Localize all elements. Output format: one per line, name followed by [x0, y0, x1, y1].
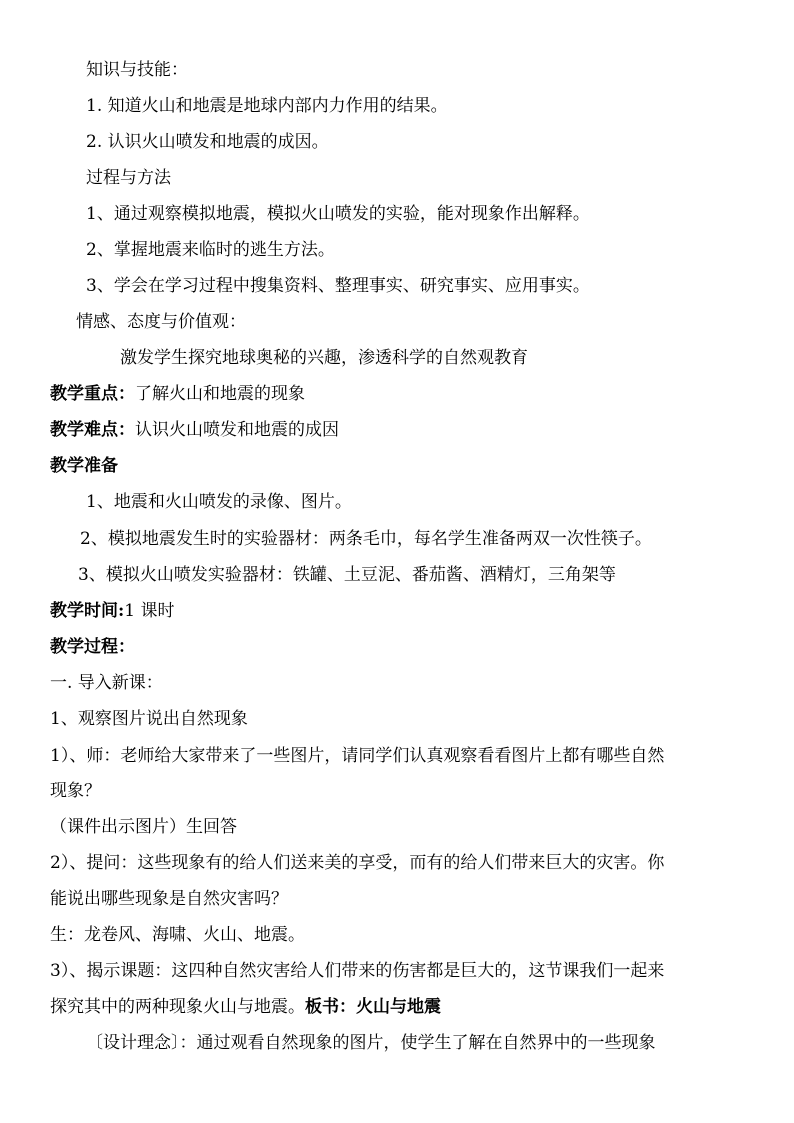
design-note: 〔设计理念〕：通过观看自然现象的图片，使学生了解在自然界中的一些现象 [86, 1033, 656, 1053]
difficulty [50, 419, 339, 441]
attitude-text: 激发学生探究地球奥秘的兴趣，渗透科学的自然观教育 [120, 348, 528, 368]
difficulty-label: 教学难点： [50, 420, 135, 440]
knowledge-heading: 知识与技能： [86, 60, 188, 80]
paragraph-1-note: （课件出示图片）生回答 [50, 817, 237, 837]
paragraph-3-text: 探究其中的两种现象火山与地震。 [50, 997, 305, 1017]
attitude-heading: 情感、态度与价值观： [76, 312, 246, 332]
process-method-item-2: 2、掌握地震来临时的逃生方法。 [86, 240, 335, 260]
key-point [50, 383, 305, 405]
process-method-heading: 过程与方法 [86, 168, 171, 188]
teaching-time [50, 600, 175, 622]
paragraph-2-line-1: 2）、提问：这些现象有的给人们送来美的享受，而有的给人们带来巨大的灾害。你 [50, 853, 665, 873]
paragraph-1-line-1: 1）、师：老师给大家带来了一些图片，请同学们认真观察看看图片上都有哪些自然 [50, 746, 665, 766]
paragraph-3-line-2 [50, 996, 441, 1018]
process-method-item-1: 1、通过观察模拟地震，模拟火山喷发的实验，能对现象作出解释。 [86, 204, 590, 224]
board-text: 火山与地震 [356, 997, 441, 1017]
preparation-item-2: 2、模拟地震发生时的实验器材：两条毛巾，每名学生准备两双一次性筷子。 [80, 529, 652, 549]
teaching-time-text: 1 课时 [124, 601, 175, 621]
teaching-time-label: 教学时间: [50, 601, 125, 621]
teaching-process-heading: 教学过程： [50, 637, 135, 657]
process-method-item-3: 3、学会在学习过程中搜集资料、整理事实、研究事实、应用事实。 [86, 276, 590, 296]
knowledge-item-2: 2. 认识火山喷发和地震的成因。 [86, 132, 329, 152]
preparation-item-3: 3、模拟火山喷发实验器材：铁罐、土豆泥、番茄酱、酒精灯，三角架等 [78, 565, 616, 585]
preparation-heading: 教学准备 [50, 456, 118, 476]
section-title: 一. 导入新课： [50, 673, 163, 693]
key-point-text: 了解火山和地震的现象 [135, 384, 305, 404]
step-1: 1、观察图片说出自然现象 [50, 709, 248, 729]
paragraph-3-line-1: 3）、揭示课题：这四种自然灾害给人们带来的伤害都是巨大的，这节课我们一起来 [50, 961, 665, 981]
knowledge-item-1: 1. 知道火山和地震是地球内部内力作用的结果。 [86, 96, 448, 116]
paragraph-2-line-2: 能说出哪些现象是自然灾害吗？ [50, 889, 288, 909]
difficulty-text: 认识火山喷发和地震的成因 [135, 420, 339, 440]
paragraph-2-answer: 生：龙卷风、海啸、火山、地震。 [50, 925, 305, 945]
board-label: 板书： [305, 997, 356, 1017]
paragraph-1-line-2: 现象？ [50, 781, 101, 801]
preparation-item-1: 1、地震和火山喷发的录像、图片。 [86, 492, 352, 512]
key-point-label: 教学重点： [50, 384, 135, 404]
